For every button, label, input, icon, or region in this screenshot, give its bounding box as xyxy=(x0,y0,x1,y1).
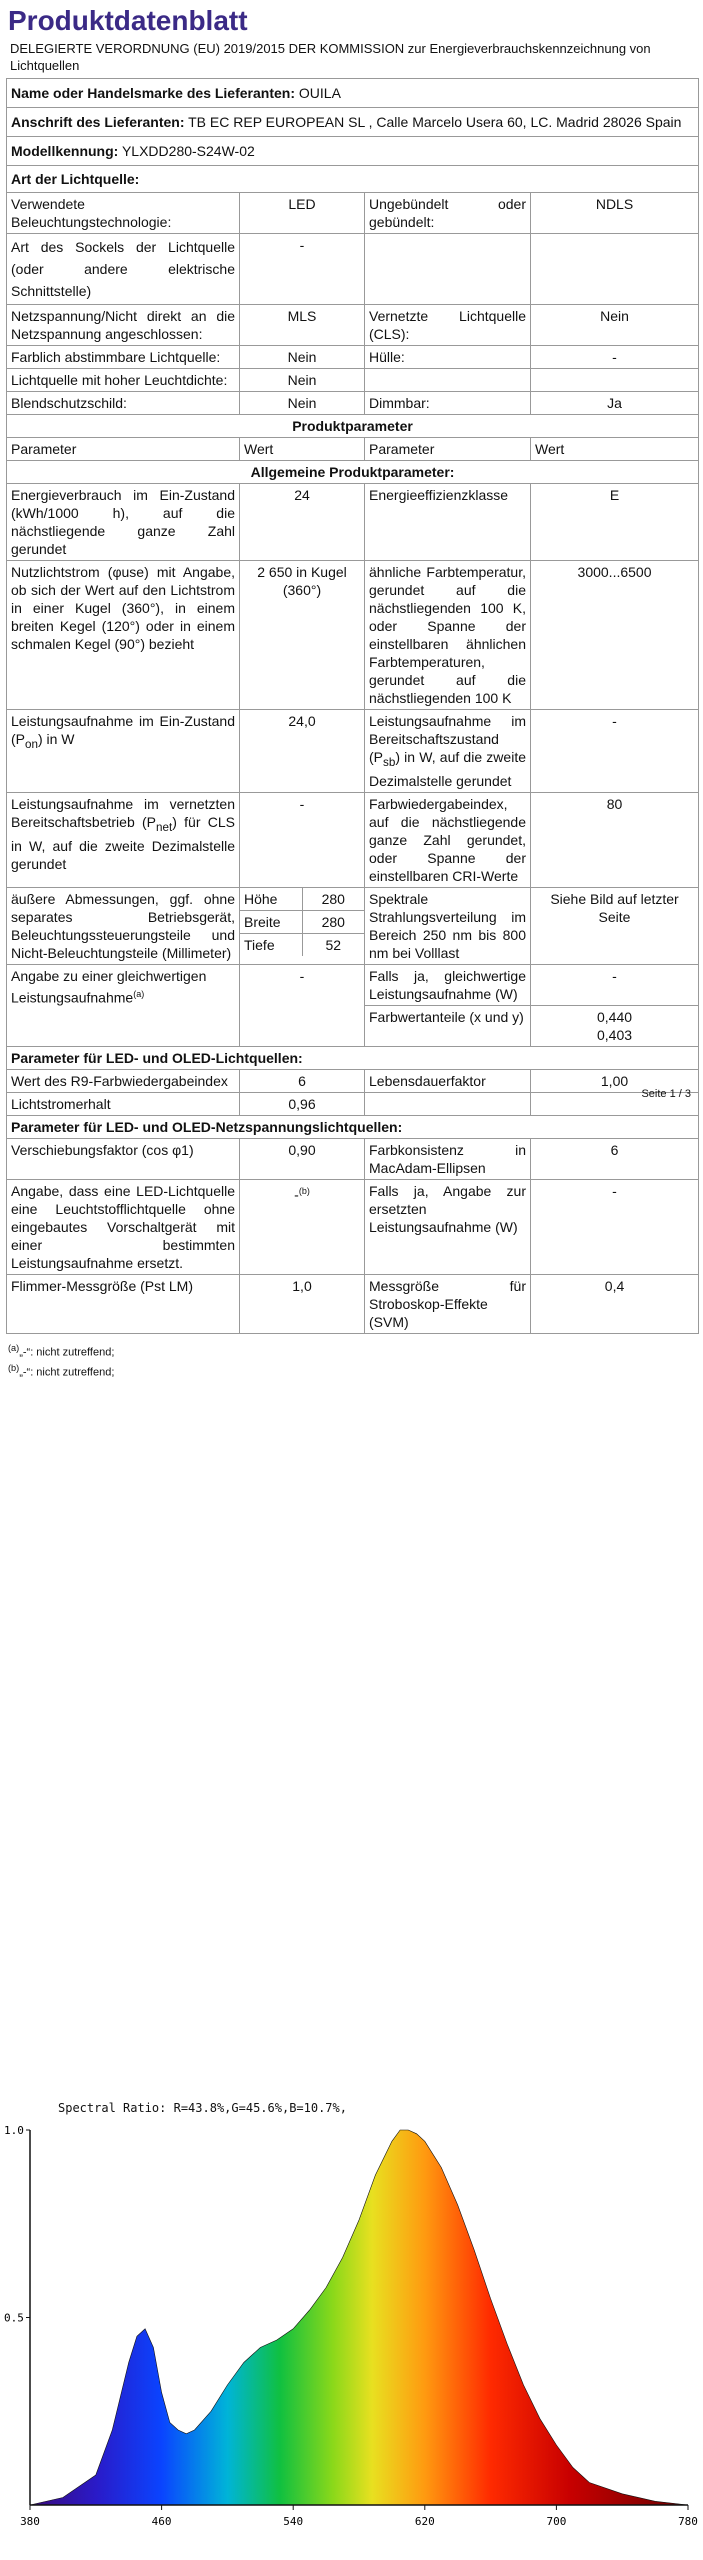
light-type-heading: Art der Lichtquelle: xyxy=(7,166,699,193)
envelope-label: Hülle: xyxy=(365,346,531,369)
flicker-metric-value: 1,0 xyxy=(240,1274,365,1333)
value-text: - xyxy=(294,1186,299,1203)
energy-class-label: Energieeffizienzklasse xyxy=(365,484,531,561)
table-row xyxy=(240,888,364,911)
cls-label: Vernetzte Lichtquelle (CLS): xyxy=(365,305,531,346)
table-row xyxy=(7,887,699,964)
mains-params-heading-row xyxy=(7,1115,699,1138)
led-replaces-fluorescent-value xyxy=(240,1179,365,1274)
dim-height-label: Höhe xyxy=(240,888,302,911)
supplier-address-label: Anschrift des Lieferanten: xyxy=(11,114,185,130)
supplier-address-row xyxy=(7,108,699,137)
tunable-label: Farblich abstimmbare Lichtquelle: xyxy=(7,346,240,369)
on-mode-power-label xyxy=(7,710,240,793)
lumen-maintenance-label: Lichtstromerhalt xyxy=(7,1092,240,1115)
lumen-maintenance-value: 0,96 xyxy=(240,1092,365,1115)
spectrum-chart xyxy=(0,2080,703,2553)
general-params-heading: Allgemeine Produktparameter: xyxy=(7,461,699,484)
equivalent-power-value: - xyxy=(240,964,365,1046)
supplier-name-value: OUILA xyxy=(298,85,341,101)
subscript: net xyxy=(156,820,173,834)
supplier-address-value: TB EC REP EUROPEAN SL , Calle Marcelo Usera 60, LC. Madrid 28026 Spain xyxy=(188,114,682,130)
label-text: Leistungsaufnahme im Bereitschaftszustand (P xyxy=(369,713,526,765)
led-params-heading-row xyxy=(7,1046,699,1069)
dimensions-subtable xyxy=(240,888,364,956)
led-params-heading: Parameter für LED- und OLED-Lichtquellen: xyxy=(7,1046,699,1069)
product-params-columns-row xyxy=(7,438,699,461)
y-tick-label: 1.0 xyxy=(4,2124,24,2137)
empty-label xyxy=(365,234,531,305)
networked-standby-value: - xyxy=(240,792,365,887)
networked-standby-label xyxy=(7,792,240,887)
x-tick-label: 620 xyxy=(414,2515,435,2528)
label-text: ) für CLS in W, auf die zweite Dezimalstelle gerundet xyxy=(11,813,236,872)
empty-label xyxy=(365,369,531,392)
flicker-metric-label: Flimmer-Messgröße (Pst LM) xyxy=(7,1274,240,1333)
label-text: Angabe zu einer gleichwertigen Leistungsaufnahme xyxy=(11,967,207,1006)
colour-consistency-value: 6 xyxy=(531,1138,699,1179)
luminous-flux-value: 2 650 in Kugel (360°) xyxy=(240,561,365,710)
column-header-value: Wert xyxy=(240,438,365,461)
directional-label: Ungebündelt oder gebündelt: xyxy=(365,193,531,234)
technology-value: LED xyxy=(240,193,365,234)
displacement-factor-value: 0,90 xyxy=(240,1138,365,1179)
y-tick-label: 0.5 xyxy=(4,2311,24,2325)
table-row xyxy=(240,910,364,933)
mains-value: MLS xyxy=(240,305,365,346)
chart-marks xyxy=(30,2130,688,2505)
high-luminance-label: Lichtquelle mit hoher Leuchtdichte: xyxy=(7,369,240,392)
equivalent-power-w-label: Falls ja, gleichwertige Leistungsaufnahme (W) xyxy=(365,964,531,1005)
x-tick-label: 780 xyxy=(678,2515,698,2528)
label-text: ) in W xyxy=(37,731,75,747)
x-tick-label: 700 xyxy=(546,2515,567,2528)
supplier-name-row xyxy=(7,79,699,108)
superscript: (b) xyxy=(298,1185,310,1196)
document-title: Produktdatenblatt xyxy=(8,5,248,36)
directional-value: NDLS xyxy=(531,193,699,234)
led-replaces-fluorescent-label: Angabe, dass eine LED-Lichtquelle eine Leuchtstofflichtquelle ohne eingebautes Vorschaltgerät mit einer bestimmten Leistungsaufnahme ersetzt. xyxy=(7,1179,240,1274)
stroboscopic-effect-label: Messgröße für Stroboskop-Effekte (SVM) xyxy=(365,1274,531,1333)
column-header-parameter: Parameter xyxy=(7,438,240,461)
page-number: Seite 1 / 3 xyxy=(641,1088,691,1100)
dimensions-cell xyxy=(240,887,365,964)
column-header-value: Wert xyxy=(531,438,699,461)
table-row xyxy=(7,234,699,305)
table-row xyxy=(240,933,364,956)
dimmable-value: Ja xyxy=(531,392,699,415)
stroboscopic-effect-value: 0,4 xyxy=(531,1274,699,1333)
cri-label: Farbwiedergabeindex, auf die nächstliegende ganze Zahl gerundet, oder Spanne der einstellbaren CRI-Werte xyxy=(365,792,531,887)
footnote-a xyxy=(0,1340,703,1361)
x-tick-label: 380 xyxy=(20,2515,40,2528)
dim-width-value: 280 xyxy=(302,910,364,933)
label-text: Leistungsaufnahme im vernetzten Bereitschaftsbetrieb (P xyxy=(11,795,235,830)
equivalent-power-w-value: - xyxy=(531,964,699,1005)
model-label: Modellkennung: xyxy=(11,143,119,159)
table-row xyxy=(7,1092,699,1115)
general-params-heading-row xyxy=(7,461,699,484)
dim-depth-value: 52 xyxy=(302,933,364,956)
document-subtitle: DELEGIERTE VERORDNUNG (EU) 2019/2015 DER KOMMISSION zur Energieverbrauchskennzeichnung von Lichtquellen xyxy=(10,41,651,73)
label-text: Leistungsaufnahme im Ein-Zustand (P xyxy=(11,713,235,747)
standby-power-label xyxy=(365,710,531,793)
footnote-text: „-“: nicht zutreffend; xyxy=(19,1367,115,1380)
x-tick-label: 460 xyxy=(151,2515,172,2528)
table-row xyxy=(7,305,699,346)
product-params-heading-row xyxy=(7,415,699,438)
footnotes xyxy=(0,1340,703,1381)
x-ticks xyxy=(20,2505,698,2528)
table-row xyxy=(7,346,699,369)
dimmable-label: Dimmbar: xyxy=(365,392,531,415)
table-row xyxy=(7,1274,699,1333)
model-value: YLXDD280-S24W-02 xyxy=(121,143,255,159)
spectral-distribution-value: Siehe Bild auf letzter Seite xyxy=(531,887,699,964)
energy-class-value: E xyxy=(531,484,699,561)
dim-depth-label: Tiefe xyxy=(244,936,275,953)
cap-type-label: Art des Sockels der Lichtquelle (oder andere elektrische Schnittstelle) xyxy=(7,234,240,305)
survival-factor-label: Lebensdauerfaktor xyxy=(365,1069,531,1092)
standby-power-value: - xyxy=(531,710,699,793)
dim-width-label: Breite xyxy=(240,910,302,933)
glare-shield-label: Blendschutzschild: xyxy=(7,392,240,415)
replaced-power-label: Falls ja, Angabe zur ersetzten Leistungsaufnahme (W) xyxy=(365,1179,531,1274)
empty-value xyxy=(531,234,699,305)
subscript: on xyxy=(25,737,38,751)
table-row xyxy=(7,792,699,887)
table-row xyxy=(7,710,699,793)
envelope-value: - xyxy=(531,346,699,369)
cri-value: 80 xyxy=(531,792,699,887)
glare-shield-value: Nein xyxy=(240,392,365,415)
table-row xyxy=(7,369,699,392)
survival-factor-value: 1,00 xyxy=(531,1069,699,1092)
spectral-distribution-label: Spektrale Strahlungsverteilung im Bereich 250 nm bis 800 nm bei Volllast xyxy=(365,887,531,964)
chromaticity-value xyxy=(531,1005,699,1046)
spectrum-svg xyxy=(0,2080,703,2550)
footnote-text: „-“: nicht zutreffend; xyxy=(19,1346,115,1359)
cct-value: 3000...6500 xyxy=(531,561,699,710)
column-header-parameter: Parameter xyxy=(365,438,531,461)
r9-value: 6 xyxy=(240,1069,365,1092)
supplier-name-label: Name oder Handelsmarke des Lieferanten: xyxy=(11,85,295,101)
chart-title: Spectral Ratio: R=43.8%,G=45.6%,B=10.7%, xyxy=(58,2101,347,2115)
energy-consumption-label: Energieverbrauch im Ein-Zustand (kWh/1000 h), auf die nächstliegende ganze Zahl gerundet xyxy=(7,484,240,561)
dim-height-value: 280 xyxy=(302,888,364,911)
tunable-value: Nein xyxy=(240,346,365,369)
r9-label: Wert des R9-Farbwiedergabeindex xyxy=(7,1069,240,1092)
table-row xyxy=(7,392,699,415)
empty-value xyxy=(531,369,699,392)
technology-label: Verwendete Beleuchtungstechnologie: xyxy=(7,193,240,234)
footnote-mark: (b) xyxy=(8,1363,20,1374)
model-row xyxy=(7,137,699,166)
replaced-power-value: - xyxy=(531,1179,699,1274)
displacement-factor-label: Verschiebungsfaktor (cos φ1) xyxy=(7,1138,240,1179)
empty-label xyxy=(365,1092,531,1115)
colour-consistency-label: Farbkonsistenz in MacAdam-Ellipsen xyxy=(365,1138,531,1179)
subscript: sb xyxy=(383,755,396,769)
cls-value: Nein xyxy=(531,305,699,346)
footnote-b xyxy=(0,1360,703,1381)
spectrum-area xyxy=(30,2130,688,2505)
mains-label: Netzspannung/Nicht direkt an die Netzspannung angeschlossen: xyxy=(7,305,240,346)
energy-consumption-value: 24 xyxy=(240,484,365,561)
cct-label: ähnliche Farbtemperatur, gerundet auf die nächstliegenden 100 K, oder Spanne der einstellbaren ähnlichen Farbtemperaturen, gerundet auf die nächstliegenden 100 K xyxy=(365,561,531,710)
supplier-table xyxy=(6,78,699,1334)
footnote-mark: (a) xyxy=(8,1342,20,1353)
label-text: ) in W, auf die zweite Dezimalstelle gerundet xyxy=(369,749,526,789)
light-type-heading-row xyxy=(7,166,699,193)
table-row xyxy=(7,964,699,1005)
chromaticity-label: Farbwertanteile (x und y) xyxy=(365,1005,531,1046)
x-tick-label: 540 xyxy=(283,2515,304,2528)
table-row xyxy=(7,1179,699,1274)
mains-params-heading: Parameter für LED- und OLED-Netzspannungslichtquellen: xyxy=(7,1115,699,1138)
dimensions-label: äußere Abmessungen, ggf. ohne separates Betriebsgerät, Beleuchtungssteuerungsteile und Nicht-Beleuchtungsteile (Millimeter) xyxy=(7,887,240,964)
luminous-flux-label: Nutzlichtstrom (φuse) mit Angabe, ob sich der Wert auf den Lichtstrom in einer Kugel (360°), in einem breiten Kegel (120°) oder in einem schmalen Kegel (90°) bezieht xyxy=(7,561,240,710)
chromaticity-x: 0,440 xyxy=(596,1008,633,1025)
table-row xyxy=(7,484,699,561)
cap-type-value: - xyxy=(240,234,365,305)
equivalent-power-label xyxy=(7,964,240,1046)
table-row xyxy=(7,1069,699,1092)
on-mode-power-value: 24,0 xyxy=(240,710,365,793)
chromaticity-y: 0,403 xyxy=(596,1026,633,1043)
table-row xyxy=(7,193,699,234)
table-row xyxy=(7,1138,699,1179)
y-ticks xyxy=(4,2124,30,2325)
superscript: (a) xyxy=(133,988,145,999)
table-row xyxy=(7,561,699,710)
high-luminance-value: Nein xyxy=(240,369,365,392)
product-params-heading: Produktparameter xyxy=(7,415,699,438)
